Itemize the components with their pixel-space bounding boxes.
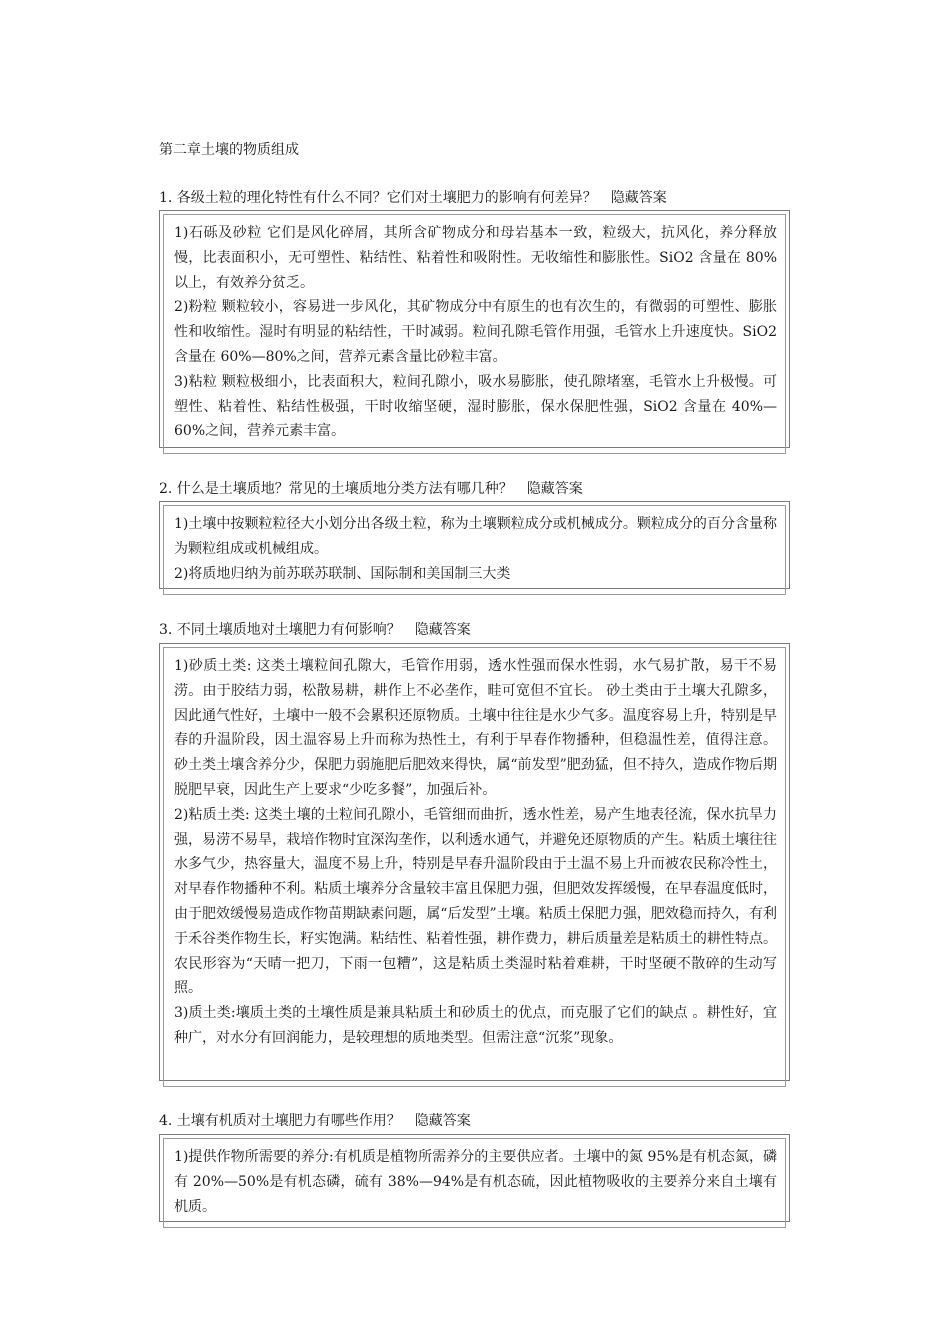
question-text: 4. 土壤有机质对土壤肥力有哪些作用？ — [159, 1113, 401, 1129]
page-title: 第二章土壤的物质组成 — [159, 142, 299, 158]
answer-paragraph: 1)砂质土类: 这类土壤粒间孔隙大，毛管作用弱，透水性强而保水性弱，水气易扩散，易干不易涝。由于胶结力弱，松散易耕，耕作上不必垄作，畦可宽但不宜长。 砂土类由于土壤大孔隙多，因此通气性好，土壤中一般不会累积还原物质。土壤中往往是水少气多。温度容易上升，特别是早春的升温阶段，因土温容易上升而称为热性土，有利于早春作物播种，但稳温性差，值得注意。 砂土类土壤含养分少，保肥力弱施肥后肥效来得快，属“前发型”肥劲猛，但不持久，造成作物后期脱肥早衰，因此生产上要求“少吃多餐”，加强后补。 — [174, 658, 777, 798]
answer-paragraph: 1)土壤中按颗粒粒径大小划分出各级土粒，称为土壤颗粒成分或机械成分。颗粒成分的百分含量称为颗粒组成或机械组成。 — [174, 516, 777, 557]
question-3 — [159, 620, 471, 640]
question-2 — [159, 479, 583, 499]
answer-paragraph: 3)质土类:壤质土类的土壤性质是兼具粘质土和砂质土的优点，而克服了它们的缺点 。耕性好，宜种广，对水分有回润能力，是较理想的质地类型。但需注意“沉浆”现象。 — [174, 1005, 777, 1046]
answer-paragraph: 3)粘粒 颗粒极细小，比表面积大，粒间孔隙小，吸水易膨胀，使孔隙堵塞，毛管水上升极慢。可塑性、粘着性、粘结性极强，干时收缩坚硬，湿时膨胀，保水保肥性强，SiO2 含量在 40%—60%之间，营养元素丰富。 — [174, 373, 777, 440]
answer-box-1 — [159, 210, 790, 448]
question-text: 1. 各级土粒的理化特性有什么不同？它们对土壤肥力的影响有何差异？ — [159, 190, 597, 206]
answer-box-2 — [159, 501, 790, 589]
answer-paragraph: 2)粉粒 颗粒较小，容易进一步风化，其矿物成分中有原生的也有次生的，有微弱的可塑性、膨胀性和收缩性。湿时有明显的粘结性，干时减弱。粒间孔隙毛管作用强，毛管水上升速度快。SiO2 含量在 60%—80%之间，营养元素含量比砂粒丰富。 — [174, 299, 777, 365]
question-4 — [159, 1111, 471, 1131]
question-1 — [159, 188, 667, 208]
answer-paragraph: 1)提供作物所需要的养分:有机质是植物所需养分的主要供应者。土壤中的氮 95%是有机态氮，磷有 20%—50%是有机态磷，硫有 38%—94%是有机态硫，因此植物吸收的主要养分来自土壤有机质。 — [174, 1149, 777, 1215]
hide-answer-link[interactable]: 隐藏答案 — [610, 190, 667, 206]
answer-paragraph: 2)将质地归纳为前苏联苏联制、国际制和美国制三大类 — [174, 565, 511, 582]
hide-answer-link[interactable]: 隐藏答案 — [526, 481, 583, 497]
hide-answer-link[interactable]: 隐藏答案 — [414, 1113, 471, 1129]
question-text: 3. 不同土壤质地对土壤肥力有何影响？ — [159, 622, 401, 638]
hide-answer-link[interactable]: 隐藏答案 — [414, 622, 471, 638]
answer-box-3 — [159, 643, 790, 1081]
answer-box-4 — [159, 1134, 790, 1222]
question-text: 2. 什么是土壤质地？常见的土壤质地分类方法有哪几种？ — [159, 481, 513, 497]
answer-paragraph: 2)粘质土类: 这类土壤的土粒间孔隙小，毛管细而曲折，透水性差，易产生地表径流，保水抗旱力强，易涝不易旱，栽培作物时宜深沟垄作，以利透水通气，并避免还原物质的产生。粘质土壤往往水多气少，热容量大，温度不易上升，特别是早春升温阶段由于土温不易上升而被农民称冷性土，对早春作物播种不利。粘质土壤养分含量较丰富且保肥力强，但肥效发挥缓慢，在早春温度低时，由于肥效缓慢易造成作物苗期缺素问题，属“后发型”土壤。粘质土保肥力强，肥效稳而持久，有利于禾谷类作物生长，籽实饱满。粘结性、粘着性强，耕作费力，耕后质量差是粘质土的耕性特点。农民形容为“天晴一把刀，下雨一包糟”，这是粘质土类湿时粘着难耕，干时坚硬不散碎的生动写照。 — [174, 806, 777, 997]
answer-paragraph: 1)石砾及砂粒 它们是风化碎屑，其所含矿物成分和母岩基本一致，粒级大，抗风化，养分释放慢，比表面积小，无可塑性、粘结性、粘着性和吸附性。无收缩性和膨胀性。SiO2 含量在 80%以上，有效养分贫乏。 — [174, 225, 777, 291]
